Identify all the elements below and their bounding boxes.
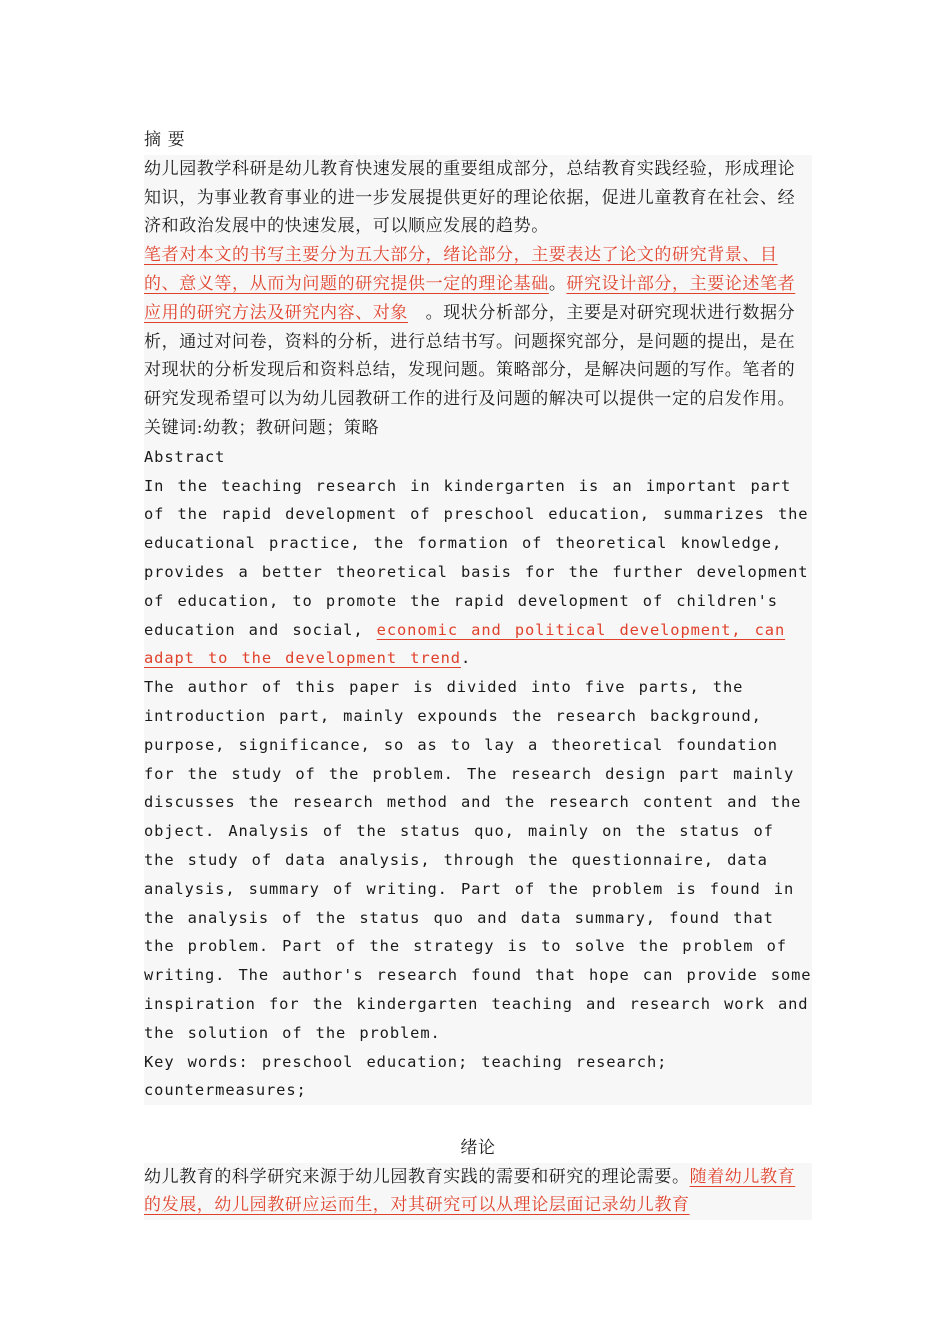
plain-text: In the teaching research in kindergarten is an important part of the rapid development of preschool education, summarizes the educational practice, the formation of theoretical knowledge, provides a better theoretical basis for the further development of education, to promote the rapid development of children's education and social,	[144, 476, 809, 639]
abstract-zh-paragraph-1: 幼儿园教学科研是幼儿教育快速发展的重要组成部分，总结教育实践经验，形成理论知识，为事业教育事业的进一步发展提供更好的理论依据，促进儿童教育在社会、经济和政治发展中的快速发展，可以顺应发展的趋势。	[144, 155, 812, 241]
abstract-en-keywords: Key words: preschool education; teaching research; countermeasures;	[144, 1048, 812, 1106]
plain-text: 。现状分析部分，主要是对研究现状进行数据分析，通过对问卷，资料的分析，进行总结书写。问题探究部分，是问题的提出，是在对现状的分析发现后和资料总结，发现问题。策略部分，是解决问题的写作。笔者的研究发现希望可以为幼儿园教研工作的进行及问题的解决可以提供一定的启发作用。	[144, 302, 796, 410]
highlight-text: economic and political development, can adapt to the development trend	[144, 620, 786, 668]
highlight-text: 随着幼儿教育的发展，幼儿园教研应运而生，对其研究可以从理论层面记录幼儿教育	[144, 1166, 796, 1216]
plain-text: 。	[548, 273, 567, 294]
spacer	[144, 1105, 812, 1134]
plain-text: 幼儿教育的科学研究来源于幼儿园教育实践的需要和研究的理论需要。	[144, 1166, 690, 1187]
abstract-en-paragraph-1	[144, 472, 812, 674]
plain-text: .	[460, 649, 472, 668]
abstract-zh-paragraph-2	[144, 241, 812, 414]
abstract-en-heading: Abstract	[144, 443, 812, 472]
intro-paragraph-1	[144, 1163, 812, 1221]
intro-heading: 绪论	[460, 1137, 496, 1158]
abstract-zh-keywords: 关键词:幼教；教研问题；策略	[144, 414, 812, 443]
document-page	[144, 126, 812, 1220]
abstract-en-paragraph-2: The author of this paper is divided into five parts, the introduction part, mainly expounds the research background, purpose, significance, so as to lay a theoretical foundation for the study of the problem. The research design part mainly discusses the research method and the research content and the object. Analysis of the status quo, mainly on the status of the study of data analysis, through the questionnaire, data analysis, summary of writing. Part of the problem is found in the analysis of the status quo and data summary, found that the problem. Part of the strategy is to solve the problem of writing. The author's research found that hope can provide some inspiration for the kindergarten teaching and research work and the solution of the problem.	[144, 673, 812, 1047]
abstract-zh-heading: 摘 要	[144, 130, 186, 150]
highlight-text: 笔者对本文的书写主要分为五大部分，绪论部分，主要表达了论文的研究背景、目的、意义等，从而为问题的研究提供一定的理论基础	[144, 245, 778, 294]
highlight-text: 研究设计部分，主要论述笔者应用的研究方法及研究内容、对象	[144, 273, 796, 323]
